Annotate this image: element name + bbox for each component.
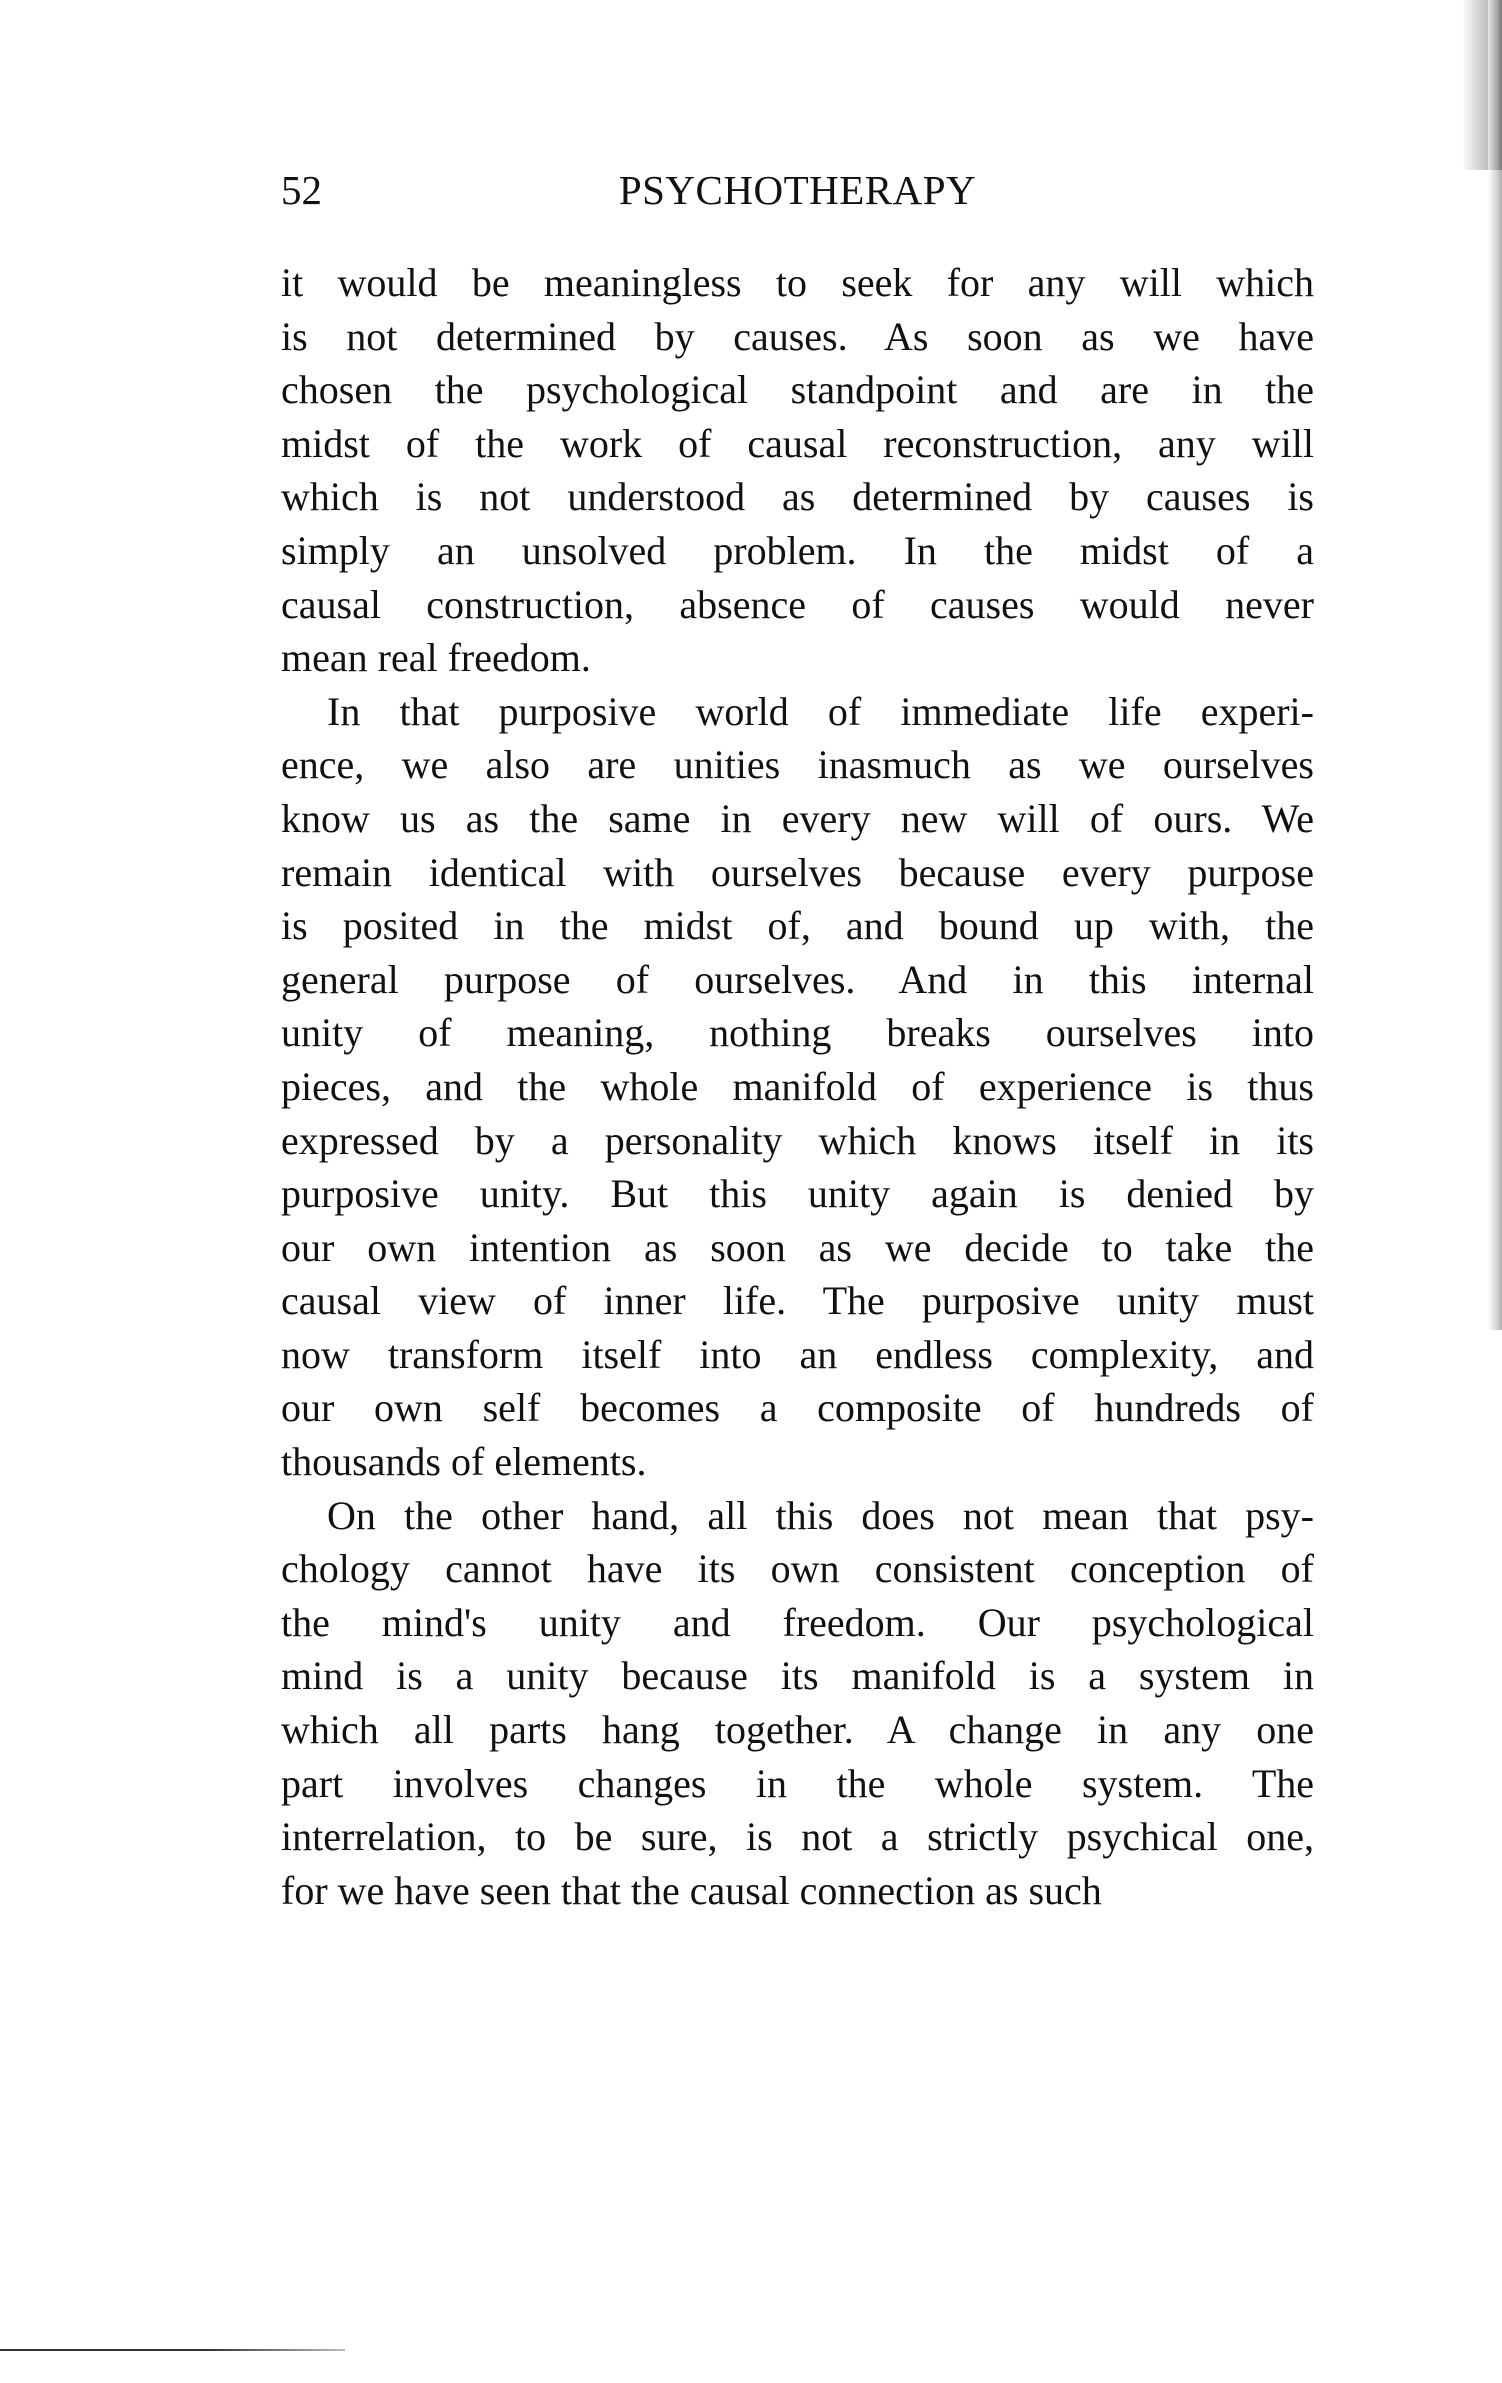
text-line: thousands of elements. [281, 1439, 647, 1485]
text-line: In that purposive world of immediate life experi- [327, 688, 1314, 734]
text-line: midst of the work of causal reconstruction, any will [281, 420, 1314, 466]
text-line: expressed by a personality which knows itself in its [281, 1117, 1314, 1163]
text-line: our own self becomes a composite of hundreds of [281, 1385, 1314, 1431]
text-line: which all parts hang together. A change in any one [281, 1707, 1314, 1753]
page-body [281, 256, 1314, 1917]
running-title: PSYCHOTHERAPY [618, 167, 977, 213]
text-line: which is not understood as determined by causes is [281, 474, 1314, 520]
page-number: 52 [281, 167, 322, 213]
text-line: general purpose of ourselves. And in this internal [281, 956, 1314, 1002]
text-line: pieces, and the whole manifold of experience is thus [281, 1063, 1314, 1109]
text-line: is posited in the midst of, and bound up with, the [281, 903, 1314, 949]
text-line: ence, we also are unities inasmuch as we ourselves [281, 742, 1314, 788]
text-line: interrelation, to be sure, is not a strictly psychical one, [281, 1814, 1314, 1860]
text-line: causal construction, absence of causes would never [281, 581, 1314, 627]
text-line: chosen the psychological standpoint and are in the [281, 367, 1314, 413]
scan-edge-line [1488, 0, 1502, 1330]
text-line: it would be meaningless to seek for any will which [281, 260, 1314, 305]
text-line: remain identical with ourselves because every purpose [281, 849, 1314, 895]
text-line: know us as the same in every new will of ours. We [281, 795, 1314, 841]
text-line: causal view of inner life. The purposive unity must [281, 1278, 1314, 1324]
text-line: unity of meaning, nothing breaks ourselves into [281, 1010, 1314, 1056]
text-line: part involves changes in the whole system. The [281, 1760, 1314, 1806]
text-line: simply an unsolved problem. In the midst of a [281, 527, 1314, 573]
text-line: is not determined by causes. As soon as we have [281, 313, 1314, 359]
text-line: chology cannot have its own consistent conception of [281, 1546, 1314, 1592]
text-line: On the other hand, all this does not mean that psy- [327, 1492, 1314, 1538]
text-line: our own intention as soon as we decide to take the [281, 1224, 1314, 1270]
text-line: the mind's unity and freedom. Our psychological [281, 1599, 1314, 1645]
text-line: purposive unity. But this unity again is denied by [281, 1171, 1314, 1217]
text-line: for we have seen that the causal connection as such [281, 1867, 1102, 1913]
running-header [281, 160, 1314, 220]
text-line: now transform itself into an endless complexity, and [281, 1331, 1314, 1377]
text-line: mind is a unity because its manifold is a system in [281, 1653, 1314, 1699]
text-line: mean real freedom. [281, 635, 591, 681]
scan-bottom-rule [0, 2349, 345, 2351]
